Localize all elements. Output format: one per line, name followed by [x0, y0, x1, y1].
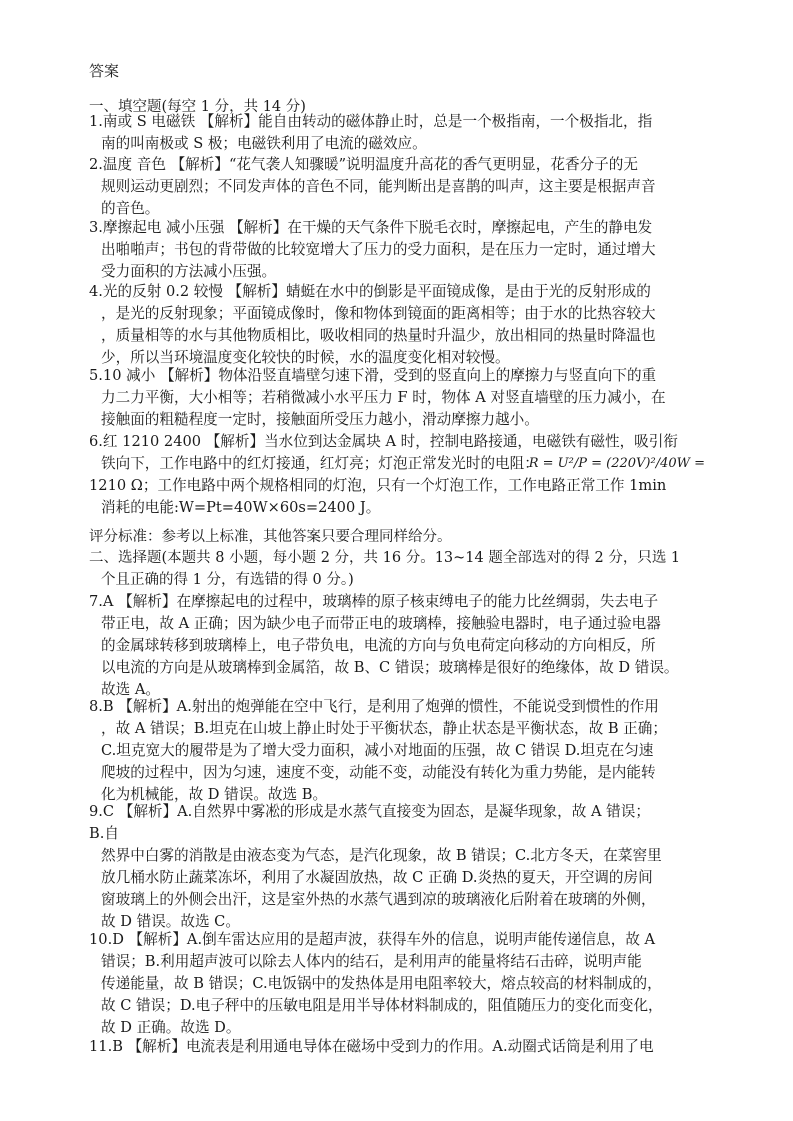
- answer-item-3: [89, 217, 705, 283]
- item-line: 5.10 减小 【解析】物体沿竖直墙壁匀速下滑，受到的竖直向上的摩擦力与竖直向下的重: [89, 367, 657, 384]
- item-line: 带正电，故 A 正确；因为缺少电子而带正电的玻璃棒，接触验电器时，电子通过验电器: [101, 615, 661, 632]
- item-line: 9.C 【解析】A.自然界中雾凇的形成是水蒸气直接变为固态，是凝华现象，故 A 错误；: [89, 803, 650, 820]
- item-line: 南的叫南极或 S 极；电磁铁利用了电流的磁效应。: [101, 135, 427, 152]
- item-line: 的金属球转移到玻璃棒上，电子带负电，电流的方向与负电荷定向移动的方向相反，所: [101, 637, 656, 654]
- item-line: 故选 A。: [101, 681, 160, 698]
- item-line: 10.D 【解析】A.倒车雷达应用的是超声波，获得车外的信息，说明声能传递信息，故 A: [89, 931, 656, 948]
- item-line: 化为机械能，故 D 错误。故选 B。: [101, 786, 328, 803]
- item-line: 8.B 【解析】A.射出的炮弹能在空中飞行，是利用了炮弹的惯性，不能说受到惯性的作用: [89, 698, 659, 715]
- item-line: 4.光的反射 0.2 较慢 【解析】蜻蜓在水中的倒影是平面镜成像，是由于光的反射形成的: [89, 283, 651, 300]
- item-line: [89, 453, 705, 475]
- item-line: 放几桶水防止蔬菜冻坏，利用了水凝固放热，故 C 正确 D.炎热的夏天，开空调的房间: [101, 869, 653, 886]
- answer-item-5: [89, 365, 705, 431]
- item-line: 的音色。: [101, 200, 160, 217]
- answer-item-9: [89, 801, 705, 933]
- page-title: 答案: [89, 62, 120, 80]
- item-line: ，故 A 错误；B.坦克在山坡上静止时处于平衡状态，静止状态是平衡状态，故 B 正确；: [101, 720, 667, 737]
- item-line: 接触面的粗糙程度一定时，接触面所受压力越小，滑动摩擦力越小。: [101, 411, 539, 428]
- item-line: B.自: [89, 825, 119, 842]
- item-line: 1.南或 S 电磁铁 【解析】能自由转动的磁体静止时，总是一个极指南，一个极指北，指: [89, 113, 653, 130]
- section2-heading: 二、选择题(本题共 8 小题，每小题 2 分，共 16 分。13~14 题全部选对的得 2 分，只选 1: [89, 550, 681, 566]
- item-line: 错误；B.利用超声波可以除去人体内的结石，是利用声的能量将结石击碎，说明声能: [101, 953, 642, 970]
- item-line: ，质量相等的水与其他物质相比，吸收相同的热量时升温少，放出相同的热量时降温也: [101, 327, 656, 344]
- item-line: C.坦克宽大的履带是为了增大受力面积，减小对地面的压强，故 C 错误 D.坦克在匀速: [101, 742, 654, 759]
- item-line: 力二力平衡，大小相等；若稍微减小水平压力 F 时，物体 A 对竖直墙壁的压力减小，在: [101, 389, 666, 406]
- item-line: 11.B 【解析】电流表是利用通电导体在磁场中受到力的作用。A.动圈式话筒是利用了电: [89, 1038, 654, 1055]
- item-line-text: 铁向下，工作电路中的红灯接通，红灯亮；灯泡正常发光时的电阻：: [101, 455, 539, 472]
- section2-heading-cont: 个且正确的得 1 分，有选错的得 0 分。): [101, 572, 354, 588]
- scoring-note: 评分标准：参考以上标准，其他答案只要合理同样给分。: [89, 529, 452, 545]
- item-line: 消耗的电能:W=Pt=40W×60s=2400 J。: [101, 499, 381, 516]
- item-line: 以电流的方向是从玻璃棒到金属箔，故 B、C 错误；玻璃棒是很好的绝缘体，故 D 错误。: [101, 659, 679, 676]
- item-line: 故 C 错误；D.电子秤中的压敏电阻是用半导体材料制成的，阻值随压力的变化而变化，: [101, 997, 663, 1014]
- answer-item-11: [89, 1036, 705, 1058]
- answer-item-10: [89, 929, 705, 1039]
- item-line: 7.A 【解析】在摩擦起电的过程中，玻璃棒的原子核束缚电子的能力比丝绸弱，失去电子: [89, 593, 659, 610]
- resistance-formula: R = U²/P = (220V)²/40W =: [528, 456, 705, 471]
- item-line: 爬坡的过程中，因为匀速，速度不变，动能不变，动能没有转化为重力势能，是内能转: [101, 764, 656, 781]
- item-line: 传递能量，故 B 错误；C.电饭锅中的发热体是用电阻率较大，熔点较高的材料制成的，: [101, 975, 662, 992]
- item-line: 少，所以当环境温度变化较快的时候，水的温度变化相对较慢。: [101, 349, 510, 366]
- item-line: 1210 Ω；工作电路中两个规格相同的灯泡，只有一个灯泡工作，工作电路正常工作 1min: [89, 477, 667, 494]
- item-line: 故 D 错误。故选 C。: [101, 913, 240, 930]
- answer-item-7: [89, 591, 705, 701]
- answer-item-4: [89, 281, 705, 369]
- item-line: 然界中白雾的消散是由液态变为气态，是汽化现象，故 B 错误；C.北方冬天，在菜窖里: [101, 847, 662, 864]
- item-line: 2.温度 音色 【解析】“花气袭人知骤暖”说明温度升高花的香气更明显，花香分子的无: [89, 156, 638, 173]
- item-line: 受力面积的方法减小压强。: [101, 263, 277, 280]
- answer-item-2: [89, 154, 705, 220]
- item-line: 6.红 1210 2400 【解析】当水位到达金属块 A 时，控制电路接通，电磁铁有磁性，吸引衔: [89, 433, 678, 450]
- item-line: 规则运动更剧烈；不同发声体的音色不同，能判断出是喜鹊的叫声，这主要是根据声音: [101, 178, 656, 195]
- answer-item-8: [89, 696, 705, 806]
- item-line: 故 D 正确。故选 D。: [101, 1019, 241, 1036]
- section1-heading: 一、填空题(每空 1 分，共 14 分): [89, 99, 306, 115]
- item-line: 窗玻璃上的外侧会出汗，这是室外热的水蒸气遇到凉的玻璃液化后附着在玻璃的外侧，: [101, 891, 656, 908]
- item-line: ，是光的反射现象；平面镜成像时，像和物体到镜面的距离相等；由于水的比热容较大: [101, 305, 656, 322]
- item-line: 出啪啪声；书包的背带做的比较宽增大了压力的受力面积，是在压力一定时，通过增大: [101, 241, 656, 258]
- answer-item-1: [89, 111, 705, 155]
- answer-item-6: [89, 431, 705, 519]
- item-line: 3.摩擦起电 减小压强 【解析】在干燥的天气条件下脱毛衣时，摩擦起电，产生的静电发: [89, 219, 653, 236]
